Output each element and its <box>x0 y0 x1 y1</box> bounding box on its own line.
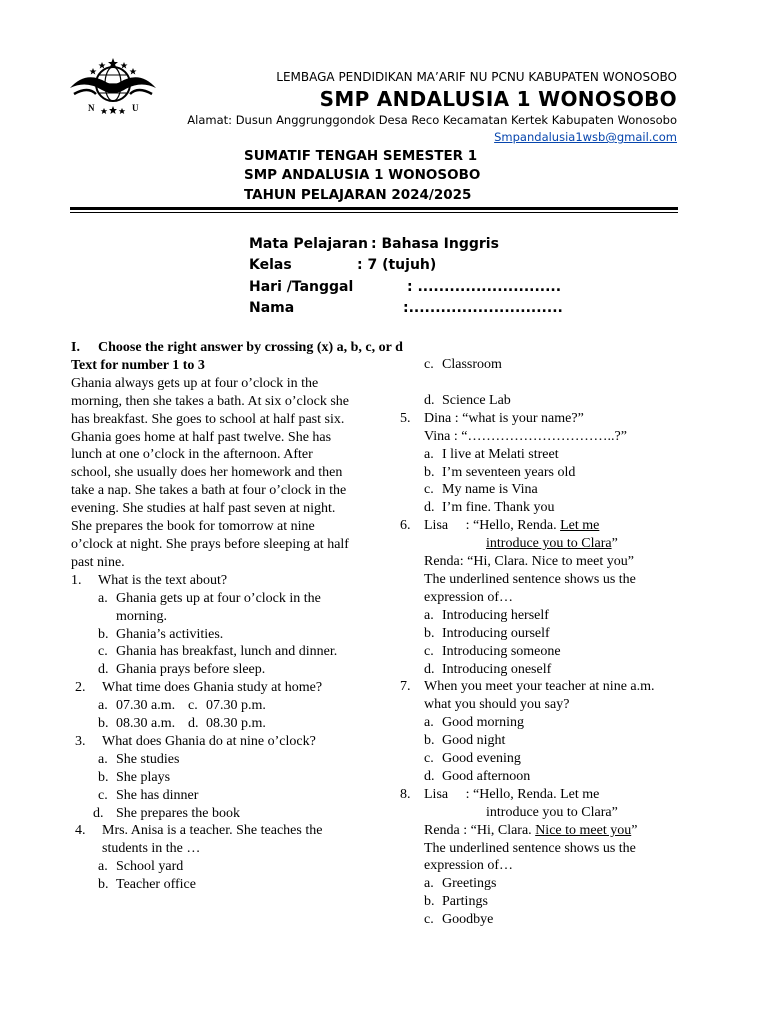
info-date-value: : ........................... <box>407 279 562 295</box>
section-instruction: Choose the right answer by crossing (x) a, b, c, or d <box>98 340 403 355</box>
option-a[interactable] <box>424 607 700 625</box>
option-text: Good afternoon <box>442 768 531 784</box>
header-rule-thick <box>70 207 678 210</box>
option-text: 08.30 a.m. <box>116 716 176 732</box>
option-letter: c. <box>188 698 198 714</box>
option-text: Introducing ourself <box>442 625 550 641</box>
question-text: When you meet your teacher at nine a.m. what you should you say? <box>424 679 655 713</box>
option-text: Good night <box>442 733 506 749</box>
option-letter: c. <box>98 787 108 803</box>
question-number: 5. <box>400 410 411 426</box>
question-2-options <box>71 697 351 733</box>
option-b[interactable] <box>424 893 700 911</box>
question-number: 8. <box>400 786 411 802</box>
nu-logo-icon <box>66 56 160 118</box>
dialog-line: Vina : “…………………………..?” <box>424 428 627 444</box>
option-d[interactable] <box>188 715 266 733</box>
info-name <box>249 300 569 320</box>
question-number: 2. <box>75 680 86 696</box>
option-letter: a. <box>98 590 108 606</box>
question-3-options <box>71 751 351 823</box>
option-text: Greetings <box>442 876 497 892</box>
option-a[interactable] <box>98 751 351 769</box>
option-a[interactable] <box>98 590 351 626</box>
question-8-body <box>400 804 700 929</box>
info-name-label: Nama <box>249 300 295 316</box>
option-text: Introducing herself <box>442 607 549 623</box>
option-letter: d. <box>424 661 435 677</box>
underlined-expression: Nice to meet you <box>535 822 632 838</box>
option-text: I live at Melati street <box>442 446 559 462</box>
option-text: I’m seventeen years old <box>442 464 576 480</box>
info-class <box>249 257 549 277</box>
option-letter: a. <box>98 751 108 767</box>
option-c[interactable] <box>424 750 700 768</box>
question-text: What time does Ghania study at home? <box>102 680 323 696</box>
left-column <box>71 339 403 894</box>
option-letter: d. <box>93 805 104 821</box>
question-4-options-left <box>71 858 351 894</box>
option-text: 07.30 a.m. <box>116 698 176 714</box>
option-text: Goodbye <box>442 912 494 928</box>
info-class-value: : 7 (tujuh) <box>357 257 437 273</box>
option-d[interactable] <box>98 661 351 679</box>
question-text: Mrs. Anisa is a teacher. She teaches the students in the … <box>102 823 323 857</box>
option-text: 07.30 p.m. <box>206 698 266 714</box>
option-letter: b. <box>424 894 435 910</box>
option-text: Ghania’s activities. <box>116 626 224 642</box>
option-letter: d. <box>424 392 435 408</box>
close-quote: ” <box>611 536 618 552</box>
option-letter: c. <box>424 357 434 372</box>
option-a[interactable] <box>98 858 351 876</box>
option-text: She plays <box>116 769 171 785</box>
option-b[interactable] <box>98 876 351 894</box>
option-a[interactable] <box>98 697 188 715</box>
option-text: Science Lab <box>442 392 511 408</box>
option-letter: b. <box>98 769 109 785</box>
option-c[interactable] <box>98 643 351 661</box>
dialog-speaker-text: Renda : “Hi, Clara. <box>424 822 536 838</box>
logo-letter-u: U <box>132 103 139 113</box>
option-text: She has dinner <box>116 787 199 803</box>
option-letter: a. <box>98 698 108 714</box>
option-text: Ghania has breakfast, lunch and dinner. <box>116 644 338 660</box>
question-text: Dina : “what is your name?” <box>424 410 584 426</box>
option-c[interactable] <box>424 356 700 374</box>
question-7-options <box>400 714 700 786</box>
option-letter: d. <box>424 768 435 784</box>
option-letter: d. <box>98 662 109 678</box>
option-c[interactable] <box>424 643 700 661</box>
option-text: Introducing someone <box>442 643 561 659</box>
option-a[interactable] <box>424 714 700 732</box>
option-letter: a. <box>424 446 434 462</box>
option-b[interactable] <box>424 625 700 643</box>
option-letter: b. <box>424 464 435 480</box>
option-letter: b. <box>424 625 435 641</box>
question-5-body <box>400 428 700 518</box>
question-text: The underlined sentence shows us the expression of… <box>424 840 636 874</box>
underlined-expression: introduce you to Clara <box>486 536 612 552</box>
passage-title: Text for number 1 to 3 <box>71 357 205 373</box>
option-text: My name is Vina <box>442 482 538 498</box>
section-number: I. <box>71 340 80 355</box>
question-text: What does Ghania do at nine o’clock? <box>102 733 316 749</box>
exam-title-line-3: TAHUN PELAJARAN 2024/2025 <box>244 187 472 203</box>
info-class-label: Kelas <box>249 257 292 273</box>
question-4 <box>71 822 351 858</box>
question-number: 7. <box>400 679 411 695</box>
question-3 <box>71 733 351 751</box>
option-letter: b. <box>98 877 109 893</box>
option-d[interactable] <box>424 661 700 679</box>
info-subject-label: Mata Pelajaran <box>249 236 368 252</box>
question-number: 4. <box>75 823 86 839</box>
option-letter: c. <box>98 644 108 660</box>
question-text: What is the text about? <box>98 572 228 588</box>
institution-name: LEMBAGA PENDIDIKAN MA’ARIF NU PCNU KABUPATEN WONOSOBO <box>276 70 677 84</box>
option-letter: d. <box>424 500 435 516</box>
option-text: Partings <box>442 894 488 910</box>
right-column <box>400 356 700 929</box>
close-quote: ” <box>631 822 638 838</box>
option-text: I’m fine. Thank you <box>442 500 555 516</box>
option-text: Good morning <box>442 715 525 731</box>
option-text: Ghania prays before sleep. <box>116 662 266 678</box>
option-c[interactable] <box>424 481 700 499</box>
dialog-line: Renda: “Hi, Clara. Nice to meet you” <box>424 554 634 570</box>
dialog-line <box>424 822 700 840</box>
section-heading <box>71 339 403 357</box>
option-b[interactable] <box>424 464 700 482</box>
exam-title-line-2: SMP ANDALUSIA 1 WONOSOBO <box>244 167 481 183</box>
option-text: Ghania gets up at four o’clock in the morning. <box>116 590 321 624</box>
option-d[interactable] <box>424 768 700 786</box>
school-email-link[interactable]: Smpandalusia1wsb@gmail.com <box>494 130 677 144</box>
question-4-options-right <box>400 356 700 410</box>
school-address: Alamat: Dusun Anggrunggondok Desa Reco Kecamatan Kertek Kabupaten Wonosobo <box>187 113 677 127</box>
question-8 <box>400 786 700 804</box>
info-date <box>249 279 569 299</box>
question-1 <box>71 572 351 590</box>
question-1-options <box>71 590 351 680</box>
question-2 <box>71 679 351 697</box>
info-subject-value: : Bahasa Inggris <box>371 236 499 252</box>
option-text: Introducing oneself <box>442 661 552 677</box>
option-text: She studies <box>116 751 180 767</box>
option-text: Good evening <box>442 751 521 767</box>
reading-passage: Ghania always gets up at four o’clock in the morning, then she takes a bath. At six o’clock she has breakfast. She goes to school at half past six. Ghania goes home at half past twelve. She has lunch at one o’clock in the afternoon. After school, she usually does her homework and then take a nap. She takes a bath at four o’clock in the evening. She studies at half past seven at night. She prepares the book for tomorrow at nine o’clock at night. She prays before sleeping at half past nine. <box>71 375 349 570</box>
option-a[interactable] <box>424 875 700 893</box>
option-text: Classroom <box>442 357 502 372</box>
option-c[interactable] <box>188 697 266 715</box>
dialog-line <box>424 517 599 535</box>
option-letter: c. <box>424 912 434 928</box>
option-b[interactable] <box>98 626 351 644</box>
header-rule-thin <box>70 212 678 213</box>
exam-title-line-1: SUMATIF TENGAH SEMESTER 1 <box>244 148 478 164</box>
option-d[interactable] <box>424 499 700 517</box>
option-letter: a. <box>424 715 434 731</box>
question-number: 3. <box>75 733 86 749</box>
option-text: School yard <box>116 859 184 875</box>
option-letter: b. <box>98 716 109 732</box>
question-number: 6. <box>400 518 411 534</box>
option-c[interactable] <box>424 911 700 929</box>
info-name-value: :............................. <box>403 300 563 316</box>
question-5 <box>400 410 700 428</box>
info-subject <box>249 236 549 256</box>
option-b[interactable] <box>424 732 700 750</box>
option-text: 08.30 p.m. <box>206 716 266 732</box>
dialog-line-continued <box>424 535 700 553</box>
school-name: SMP ANDALUSIA 1 WONOSOBO <box>319 87 677 111</box>
option-letter: c. <box>424 482 434 498</box>
option-b[interactable] <box>98 715 188 733</box>
question-7 <box>400 678 700 714</box>
option-letter: b. <box>424 733 435 749</box>
option-letter: a. <box>424 607 434 623</box>
question-number: 1. <box>71 572 82 588</box>
option-a[interactable] <box>424 446 700 464</box>
dialog-line-continued: introduce you to Clara” <box>486 804 618 820</box>
dialog-line: Lisa : “Hello, Renda. Let me <box>424 786 600 802</box>
option-c[interactable] <box>98 787 351 805</box>
underlined-expression: Let me <box>560 518 600 534</box>
question-6 <box>400 517 700 535</box>
option-d[interactable] <box>93 805 351 823</box>
option-d[interactable] <box>424 392 700 410</box>
option-letter: a. <box>98 859 108 875</box>
dialog-speaker-text: Lisa : “Hello, Renda. <box>424 518 561 534</box>
option-b[interactable] <box>98 769 351 787</box>
option-text: Teacher office <box>116 877 196 893</box>
option-text: She prepares the book <box>116 805 241 821</box>
info-date-label: Hari /Tanggal <box>249 279 354 295</box>
question-text: The underlined sentence shows us the expression of… <box>424 571 636 605</box>
question-6-body <box>400 535 700 678</box>
logo-letter-n: N <box>88 103 95 113</box>
option-letter: a. <box>424 876 434 892</box>
option-letter: d. <box>188 716 199 732</box>
option-letter: c. <box>424 751 434 767</box>
option-letter: b. <box>98 626 109 642</box>
option-letter: c. <box>424 643 434 659</box>
